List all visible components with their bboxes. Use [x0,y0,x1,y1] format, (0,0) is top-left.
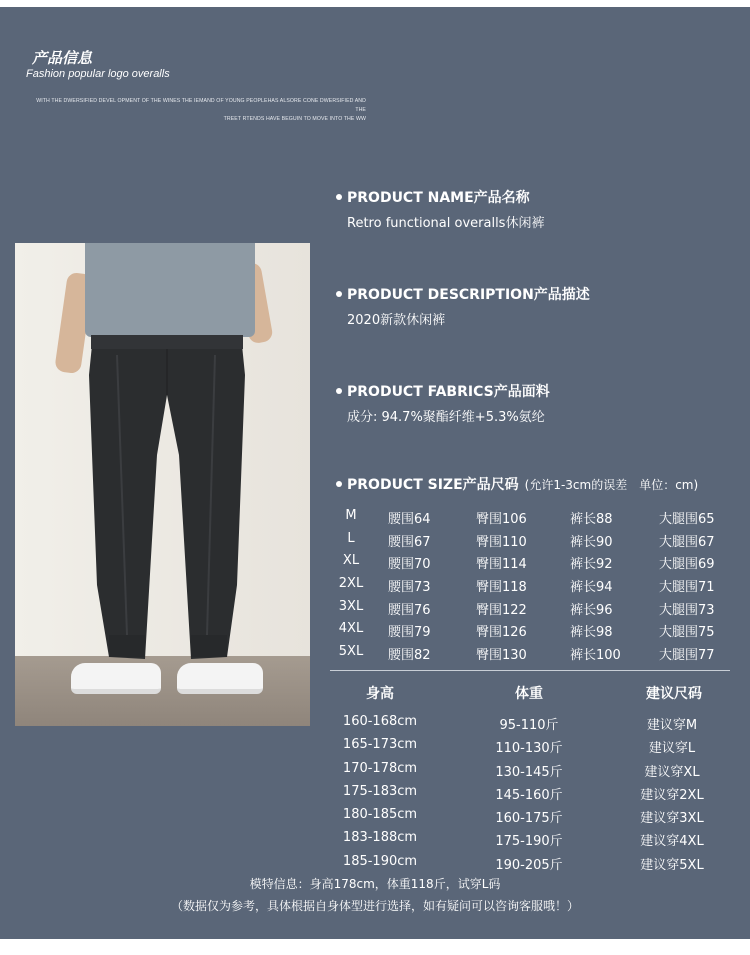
product-photo [15,243,310,726]
size-label: 5XL [338,644,364,660]
header-suggested-size: 建议尺码 [646,686,702,702]
suggested-size: 建议穿M [646,718,698,733]
photo-pants [87,335,247,665]
height-range: 165-173cm [342,737,418,753]
suggested-size: 建议穿4XL [640,834,704,850]
recommend-table [320,712,740,875]
model-info: 模特信息：身高178cm，体重118斤，试穿L码 [249,877,501,891]
header-small-text [26,97,366,124]
header-weight: 体重 [515,686,543,702]
suggested-size: 建议穿L [648,741,696,757]
hip-value: 臀围118 [476,580,527,596]
hip-value: 臀围130 [476,648,527,664]
size-label: M [345,508,357,523]
length-value: 裤长88 [570,512,613,527]
thigh-value: 大腿围67 [659,534,715,550]
bullet-dot [336,481,342,487]
disclaimer: （数据仅为参考，具体根据自身体型进行选择，如有疑问可以咨询客服哦！） [170,899,579,913]
product-size-heading [336,474,698,494]
size-row [330,529,732,552]
height-range: 175-183cm [342,783,418,799]
product-info-panel [0,7,750,939]
size-row [330,619,732,642]
weight-range: 145-160斤 [495,787,563,803]
height-range: 183-188cm [342,830,418,846]
length-value: 裤长92 [570,557,613,573]
product-name-section [336,187,544,231]
product-fabrics-heading [336,381,550,401]
length-value: 裤长90 [570,534,613,550]
recommend-row [320,712,740,735]
table-divider [330,670,730,671]
weight-range: 175-190斤 [495,834,563,850]
product-fabrics-section [336,381,550,425]
hip-value: 臀围122 [476,602,527,618]
photo-right-shoe [177,663,263,694]
suggested-size: 建议穿2XL [640,787,704,803]
header-title: 产品信息 [32,49,93,67]
product-fabrics-heading-text: PRODUCT FABRICS产品面料 [347,384,550,400]
photo-left-shoe [71,663,161,694]
product-fabrics-value: 成分: 94.7%聚酯纤维+5.3%氨纶 [347,410,545,425]
thigh-value: 大腿围71 [659,580,715,596]
length-value: 裤长96 [570,602,613,618]
recommend-row [320,735,740,758]
size-table [330,506,732,665]
product-description-value: 2020新款休闲裤 [347,313,446,328]
header-small-line-1: WITH THE DWERSIFIED DEVEL OPMENT OF THE WINES THE IEMAND OF YOUNG PEOPLEHAS ALSORE CONE DWERSIFIED AND THE [36,98,366,113]
waist-value: 腰围64 [388,512,431,527]
hip-value: 臀围126 [476,625,527,641]
waist-value: 腰围79 [388,625,431,641]
size-label: 3XL [338,598,364,614]
waist-value: 腰围67 [388,534,431,550]
length-value: 裤长98 [570,625,613,641]
size-row [330,597,732,620]
recommend-row [320,782,740,805]
height-range: 185-190cm [342,853,418,869]
height-range: 170-178cm [342,760,418,776]
size-row [330,506,732,529]
product-size-heading-text: PRODUCT SIZE产品尺码 [347,477,519,493]
weight-range: 95-110斤 [499,718,559,733]
waist-value: 腰围82 [388,648,431,664]
height-range: 160-168cm [342,714,418,729]
product-size-note: (允许1-3cm的误差 单位：cm) [524,478,699,492]
size-label: 4XL [338,621,364,637]
waist-value: 腰围70 [388,557,431,573]
thigh-value: 大腿围69 [659,557,715,573]
bullet-dot [336,388,342,394]
weight-range: 130-145斤 [495,764,563,780]
recommend-row [320,852,740,875]
product-description-heading-text: PRODUCT DESCRIPTION产品描述 [347,287,590,303]
photo-tshirt [85,243,255,337]
weight-range: 160-175斤 [495,811,563,827]
thigh-value: 大腿围73 [659,602,715,618]
size-label: L [347,530,355,546]
header-height: 身高 [366,686,394,702]
header-small-line-2: TREET RTENDS HAVE BEGUIN TO MOVE INTO THE WW [223,116,366,122]
weight-range: 110-130斤 [495,741,563,757]
waist-value: 腰围76 [388,602,431,618]
hip-value: 臀围106 [476,512,527,527]
product-description-section [336,284,590,328]
suggested-size: 建议穿5XL [640,857,704,873]
hip-value: 臀围110 [476,534,527,550]
thigh-value: 大腿围65 [659,512,715,527]
size-row [330,574,732,597]
recommend-row [320,759,740,782]
recommend-row [320,805,740,828]
length-value: 裤长94 [570,580,613,596]
recommend-row [320,828,740,851]
suggested-size: 建议穿3XL [640,811,704,827]
product-name-heading-text: PRODUCT NAME产品名称 [347,190,530,206]
thigh-value: 大腿围75 [659,625,715,641]
thigh-value: 大腿围77 [659,648,715,664]
hip-value: 臀围114 [476,557,527,573]
length-value: 裤长100 [570,648,621,664]
product-name-heading [336,187,544,207]
bullet-dot [336,291,342,297]
bullet-dot [336,194,342,200]
product-description-heading [336,284,590,304]
header-subtitle: Fashion popular logo overalls [26,68,170,80]
product-size-section [336,474,698,494]
size-row [330,642,732,665]
waist-value: 腰围73 [388,580,431,596]
photo-floor [15,656,310,726]
size-label: XL [342,553,360,569]
height-range: 180-185cm [342,807,418,823]
size-label: 2XL [338,576,364,592]
product-name-value: Retro functional overalls休闲裤 [347,216,545,231]
size-row [330,551,732,574]
suggested-size: 建议穿XL [644,764,700,780]
weight-range: 190-205斤 [495,857,563,873]
